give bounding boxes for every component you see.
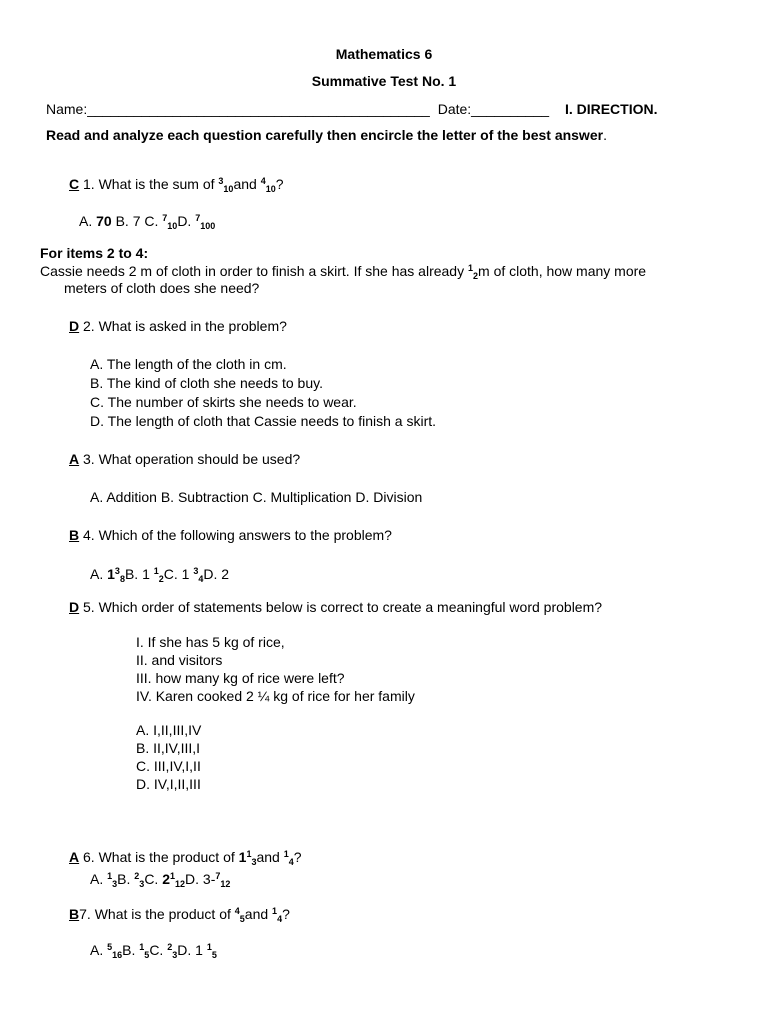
fraction-numerator: 1 [467, 263, 473, 273]
instruction-text: Read and analyze each question carefully then encircle the letter of the best answer [46, 127, 604, 143]
fraction-numerator: 7 [162, 213, 168, 223]
fraction-numerator: 7 [215, 871, 221, 881]
question-text: ? [293, 849, 302, 865]
question-7-options [90, 941, 217, 959]
whole-number: 1 [107, 566, 115, 582]
question-text: 3. What operation should be used? [79, 451, 301, 467]
fraction-denominator: 3 [112, 879, 118, 889]
option-label: B. 1 [124, 566, 154, 582]
question-6-options [90, 870, 230, 888]
fraction-numerator: 3 [114, 566, 120, 576]
problem-text: m of cloth, how many more [478, 263, 647, 279]
answer-mark: C [69, 176, 80, 192]
answer-mark: B [69, 906, 80, 922]
option-label: C. [144, 871, 163, 887]
option-label: A. [90, 566, 108, 582]
fraction-numerator: 3 [218, 176, 224, 186]
question-2 [69, 317, 287, 335]
instruction-period: . [603, 127, 607, 143]
question-5 [69, 598, 602, 616]
option-label: D. 3- [185, 871, 216, 887]
fraction-denominator: 4 [198, 574, 204, 584]
subject-title: Mathematics 6 [335, 46, 433, 62]
answer-mark: A [69, 849, 80, 865]
direction-heading: I. DIRECTION. [564, 101, 658, 117]
fraction-numerator: 1 [246, 849, 252, 859]
option-d: D. The length of cloth that Cassie needs to finish a skirt. [90, 413, 437, 429]
fraction-denominator: 2 [473, 271, 479, 281]
fraction-denominator: 3 [172, 950, 178, 960]
fraction-numerator: 1 [206, 942, 212, 952]
fraction-denominator: 10 [265, 184, 276, 194]
fraction-numerator: 5 [107, 942, 113, 952]
option-label: D. [177, 213, 196, 229]
fraction-denominator: 10 [223, 184, 234, 194]
option-label: C. [149, 942, 168, 958]
option-a: A. I,II,III,IV [136, 722, 202, 738]
fraction-denominator: 3 [139, 879, 145, 889]
fraction-numerator: 4 [260, 176, 266, 186]
answer-mark: D [69, 318, 80, 334]
question-text: 6. What is the product of [79, 849, 239, 865]
fraction-numerator: 2 [134, 871, 140, 881]
fraction-denominator: 16 [112, 950, 123, 960]
fraction-denominator: 5 [211, 950, 217, 960]
fraction-denominator: 10 [167, 221, 178, 231]
fraction-numerator: 1 [283, 849, 289, 859]
fraction-denominator: 2 [158, 574, 164, 584]
question-text: ? [275, 176, 284, 192]
question-text: 2. What is asked in the problem? [79, 318, 287, 334]
date-field[interactable]: Date:__________ [437, 101, 550, 117]
question-text: ? [282, 906, 290, 922]
fraction-numerator: 1 [272, 906, 278, 916]
fraction-denominator: 4 [277, 914, 283, 924]
answer-mark: A [69, 451, 80, 467]
fraction-denominator: 12 [220, 879, 231, 889]
problem-text: Cassie needs 2 m of cloth in order to finish a skirt. If she has already [40, 263, 468, 279]
fraction-denominator: 3 [251, 857, 257, 867]
option-label: B. [117, 871, 135, 887]
option-c: C. The number of skirts she needs to wear. [90, 394, 357, 410]
option-label: B. [122, 942, 140, 958]
question-text: and [233, 176, 261, 192]
fraction-denominator: 100 [200, 221, 216, 231]
question-text: 5. Which order of statements below is correct to create a meaningful word problem? [79, 599, 603, 615]
fraction-numerator: 7 [195, 213, 201, 223]
option-label: A. [79, 213, 97, 229]
fraction-denominator: 8 [119, 574, 125, 584]
option-d: D. IV,I,II,III [136, 776, 201, 792]
group-heading: For items 2 to 4: [40, 245, 149, 261]
whole-number: 1 [238, 849, 247, 865]
option-label: D. 2 [203, 566, 230, 582]
option-value: 70 [96, 213, 112, 229]
option-label: C. 1 [163, 566, 194, 582]
question-3 [69, 450, 300, 468]
question-3-options: A. Addition B. Subtraction C. Multiplication D. Division [90, 489, 423, 505]
option-label: D. 1 [177, 942, 207, 958]
question-1 [69, 175, 284, 193]
question-text: 4. Which of the following answers to the problem? [79, 527, 392, 543]
option-label: B. 7 C. [111, 213, 163, 229]
answer-mark: D [69, 599, 80, 615]
option-b: B. II,IV,III,I [136, 740, 201, 756]
question-6 [69, 848, 302, 866]
fraction-denominator: 5 [239, 914, 245, 924]
fraction-numerator: 1 [107, 871, 113, 881]
option-a: A. The length of the cloth in cm. [90, 356, 287, 372]
test-title: Summative Test No. 1 [311, 73, 457, 89]
instruction-line [46, 126, 607, 144]
question-1-options [79, 212, 215, 230]
question-7 [69, 905, 290, 923]
option-label: A. [90, 871, 108, 887]
question-text: and [244, 906, 273, 922]
option-c: C. III,IV,I,II [136, 758, 201, 774]
fraction-numerator: 1 [139, 942, 145, 952]
option-b: B. The kind of cloth she needs to buy. [90, 375, 323, 391]
fraction-numerator: 4 [234, 906, 240, 916]
name-field[interactable]: Name:____________________________________________ [46, 101, 430, 117]
question-4 [69, 526, 392, 544]
fraction-numerator: 1 [170, 871, 176, 881]
fraction-numerator: 2 [167, 942, 173, 952]
fraction-numerator: 1 [153, 566, 159, 576]
question-text: 1. What is the sum of [79, 176, 219, 192]
question-text: and [256, 849, 284, 865]
option-label: A. [90, 942, 108, 958]
name-date-line [46, 100, 658, 118]
fraction-numerator: 3 [193, 566, 199, 576]
question-text: 7. What is the product of [79, 906, 235, 922]
problem-line-1 [40, 262, 646, 280]
question-4-options [90, 565, 229, 583]
statement-2: II. and visitors [136, 652, 223, 668]
fraction-denominator: 12 [175, 879, 186, 889]
statement-4: IV. Karen cooked 2 ¼ kg of rice for her family [136, 688, 415, 704]
whole-number: 2 [162, 871, 170, 887]
fraction-denominator: 5 [144, 950, 150, 960]
problem-line-2: meters of cloth does she need? [64, 280, 260, 296]
answer-mark: B [69, 527, 80, 543]
statement-3: III. how many kg of rice were left? [136, 670, 345, 686]
fraction-denominator: 4 [288, 857, 294, 867]
statement-1: I. If she has 5 kg of rice, [136, 634, 285, 650]
